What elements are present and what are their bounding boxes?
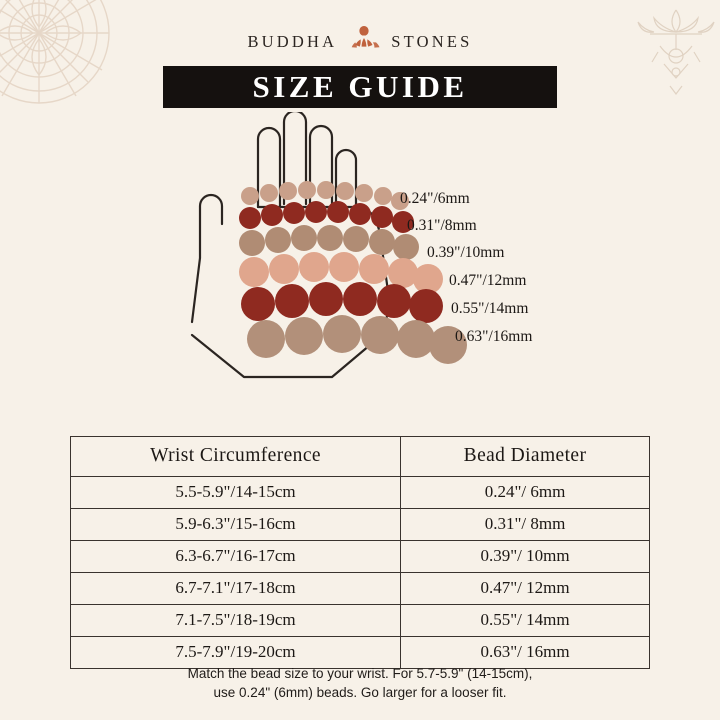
hand-with-bracelets-illustration	[150, 112, 570, 422]
page-title-banner	[163, 66, 557, 108]
cell-wrist: 5.9-6.3"/15-16cm	[71, 509, 401, 541]
cell-bead: 0.55"/ 14mm	[401, 605, 650, 637]
footer-note-line-1: Match the bead size to your wrist. For 5.7-5.9" (14-15cm),	[187, 666, 533, 681]
table-header-row	[71, 437, 650, 477]
cell-wrist: 6.3-6.7"/16-17cm	[71, 541, 401, 573]
table-row	[71, 541, 650, 573]
table-row	[71, 509, 650, 541]
cell-wrist: 7.5-7.9"/19-20cm	[71, 637, 401, 669]
cell-bead: 0.47"/ 12mm	[401, 573, 650, 605]
brand-right-word: STONES	[391, 31, 473, 51]
footer-note-line-2: use 0.24" (6mm) beads. Go larger for a looser fit.	[213, 685, 507, 700]
bead-size-label-16mm: 0.63"/16mm	[455, 328, 533, 345]
column-header-wrist-circumference: Wrist Circumference	[71, 437, 401, 477]
cell-bead: 0.24"/ 6mm	[401, 477, 650, 509]
brand-left-word: BUDDHA	[247, 31, 338, 51]
cell-wrist: 5.5-5.9"/14-15cm	[71, 477, 401, 509]
bead-size-label-8mm: 0.31"/8mm	[407, 217, 477, 234]
size-table-wrapper	[70, 436, 650, 669]
lotus-meditation-logo	[347, 24, 381, 59]
brand-lockup	[0, 24, 720, 59]
table-row	[71, 573, 650, 605]
column-header-bead-diameter: Bead Diameter	[401, 437, 650, 477]
bead-size-label-12mm: 0.47"/12mm	[449, 272, 527, 289]
bead-size-label-10mm: 0.39"/10mm	[427, 244, 505, 261]
table-row	[71, 605, 650, 637]
size-table	[70, 436, 650, 669]
bead-size-label-6mm: 0.24"/6mm	[400, 190, 470, 207]
cell-bead: 0.39"/ 10mm	[401, 541, 650, 573]
table-row	[71, 477, 650, 509]
cell-bead: 0.31"/ 8mm	[401, 509, 650, 541]
cell-wrist: 6.7-7.1"/17-18cm	[71, 573, 401, 605]
footer-note	[0, 664, 720, 702]
page-title: SIZE GUIDE	[252, 69, 468, 104]
cell-wrist: 7.1-7.5"/18-19cm	[71, 605, 401, 637]
cell-bead: 0.63"/ 16mm	[401, 637, 650, 669]
bead-size-label-14mm: 0.55"/14mm	[451, 300, 529, 317]
